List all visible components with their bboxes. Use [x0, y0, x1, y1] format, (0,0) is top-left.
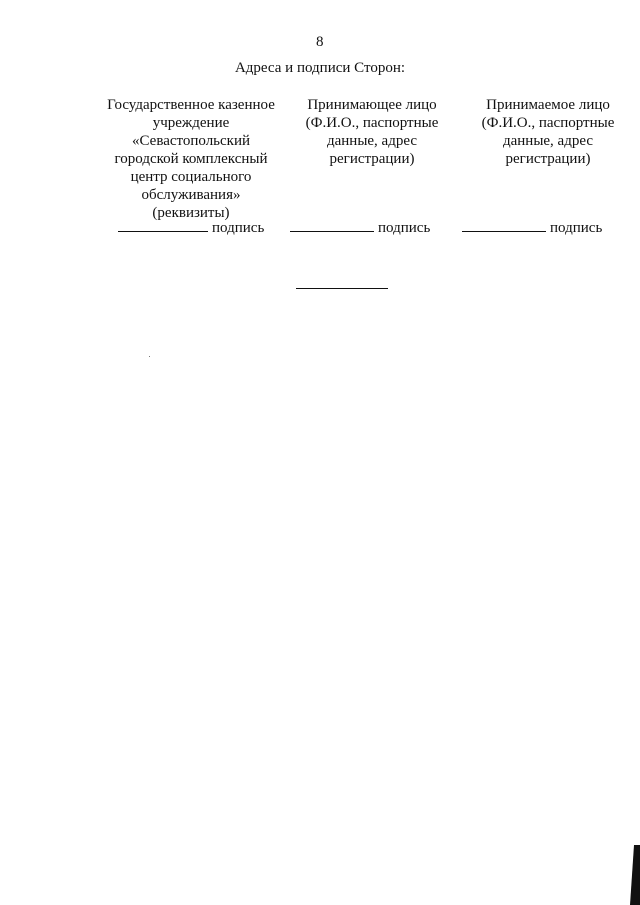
scan-speck	[149, 356, 150, 357]
signature-line-received	[462, 218, 602, 237]
page-number: 8	[316, 34, 324, 50]
party-receiving-line: (Ф.И.О., паспортные	[305, 115, 439, 131]
party-institution-line: центр социального	[130, 169, 252, 185]
signature-blank	[118, 218, 208, 232]
party-received-person	[466, 96, 630, 168]
signature-label: подпись	[212, 220, 265, 236]
party-institution-line: обслуживания»	[141, 187, 241, 203]
party-institution-line: (реквизиты)	[152, 205, 230, 221]
party-institution-line: городской комплексный	[114, 151, 268, 167]
party-received-line: Принимаемое лицо	[486, 97, 610, 113]
party-received-line: данные, адрес	[502, 133, 594, 149]
section-title: Адреса и подписи Сторон:	[234, 60, 406, 76]
party-institution-line: Государственное казенное	[107, 97, 275, 113]
party-receiving-line: Принимающее лицо	[307, 97, 437, 113]
party-receiving-line: регистрации)	[329, 151, 415, 167]
end-divider	[296, 288, 388, 289]
party-receiving-line: данные, адрес	[326, 133, 418, 149]
party-received-line: регистрации)	[505, 151, 591, 167]
party-institution-line: «Севастопольский	[131, 133, 251, 149]
signature-line-institution	[118, 218, 264, 237]
scan-margin-mark	[624, 845, 640, 905]
party-received-line: (Ф.И.О., паспортные	[481, 115, 615, 131]
signature-label: подпись	[378, 220, 431, 236]
signature-label: подпись	[550, 220, 603, 236]
party-institution	[98, 96, 284, 222]
party-receiving-person	[292, 96, 452, 168]
signature-blank	[290, 218, 374, 232]
signature-line-receiving	[290, 218, 430, 237]
signature-blank	[462, 218, 546, 232]
party-institution-line: учреждение	[152, 115, 230, 131]
